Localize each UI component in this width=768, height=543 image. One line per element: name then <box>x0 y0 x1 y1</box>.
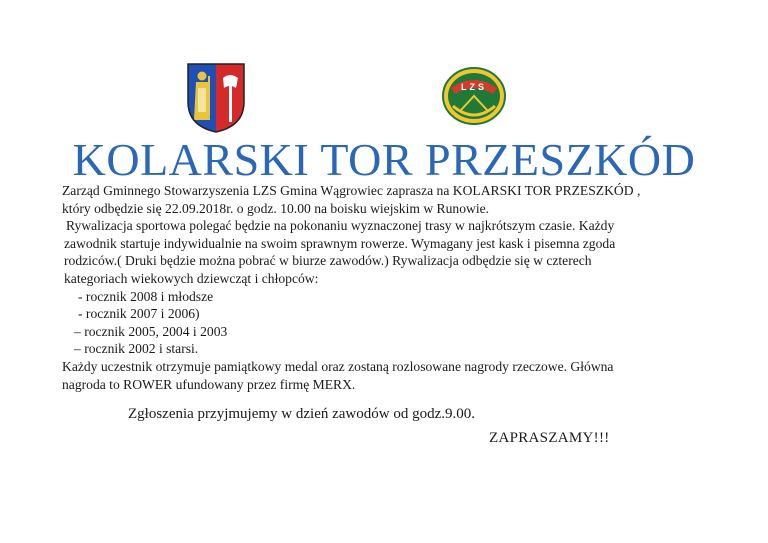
coat-of-arms-logo <box>186 62 246 134</box>
lzs-logo <box>441 66 507 126</box>
intro-line-1: Zarząd Gminnego Stowarzyszenia LZS Gmina Wągrowiec zaprasza na KOLARSKI TOR PRZESZKÓD , <box>62 183 641 198</box>
lzs-logo-text: LZS <box>461 82 487 92</box>
prizes-line-2: nagroda to ROWER ufundowany przez firmę MERX. <box>62 376 356 392</box>
category-item-4: – rocznik 2002 i starsi. <box>74 341 199 357</box>
rules-line-4: kategoriach wiekowych dziewcząt i chłopców: <box>64 270 319 286</box>
rules-line-3: rodziców.( Druki będzie można pobrać w biurze zawodów.) Rywalizacja odbędzie się w czterech <box>64 253 592 269</box>
prizes-line-1: Każdy uczestnik otrzymuje pamiątkowy medal oraz zostaną rozlosowane nagrody rzeczowe. Główna <box>62 358 614 374</box>
rules-line-1: Rywalizacja sportowa polegać będzie na pokonaniu wyznaczonej trasy w najkrótszym czasie. Każdy <box>66 218 615 234</box>
category-item-1: - rocznik 2008 i młodsze <box>78 288 214 304</box>
rules-line-2: zawodnik startuje indywidualnie na swoim sprawnym rowerze. Wymagany jest kask i pisemna zgoda <box>64 235 616 251</box>
announcement-body <box>62 182 702 393</box>
category-item-3: – rocznik 2005, 2004 i 2003 <box>74 323 228 339</box>
page-title: KOLARSKI TOR PRZESZKÓD <box>72 134 696 185</box>
signup-info: Zgłoszenia przyjmujemy w dzień zawodów od godz.9.00. <box>128 406 475 422</box>
invite-text: ZAPRASZAMY!!! <box>489 430 610 446</box>
category-item-2: - rocznik 2007 i 2006) <box>78 306 200 322</box>
intro-line-2: który odbędzie się 22.09.2018r. o godz. 10.00 na boisku wiejskim w Runowie. <box>62 200 490 216</box>
